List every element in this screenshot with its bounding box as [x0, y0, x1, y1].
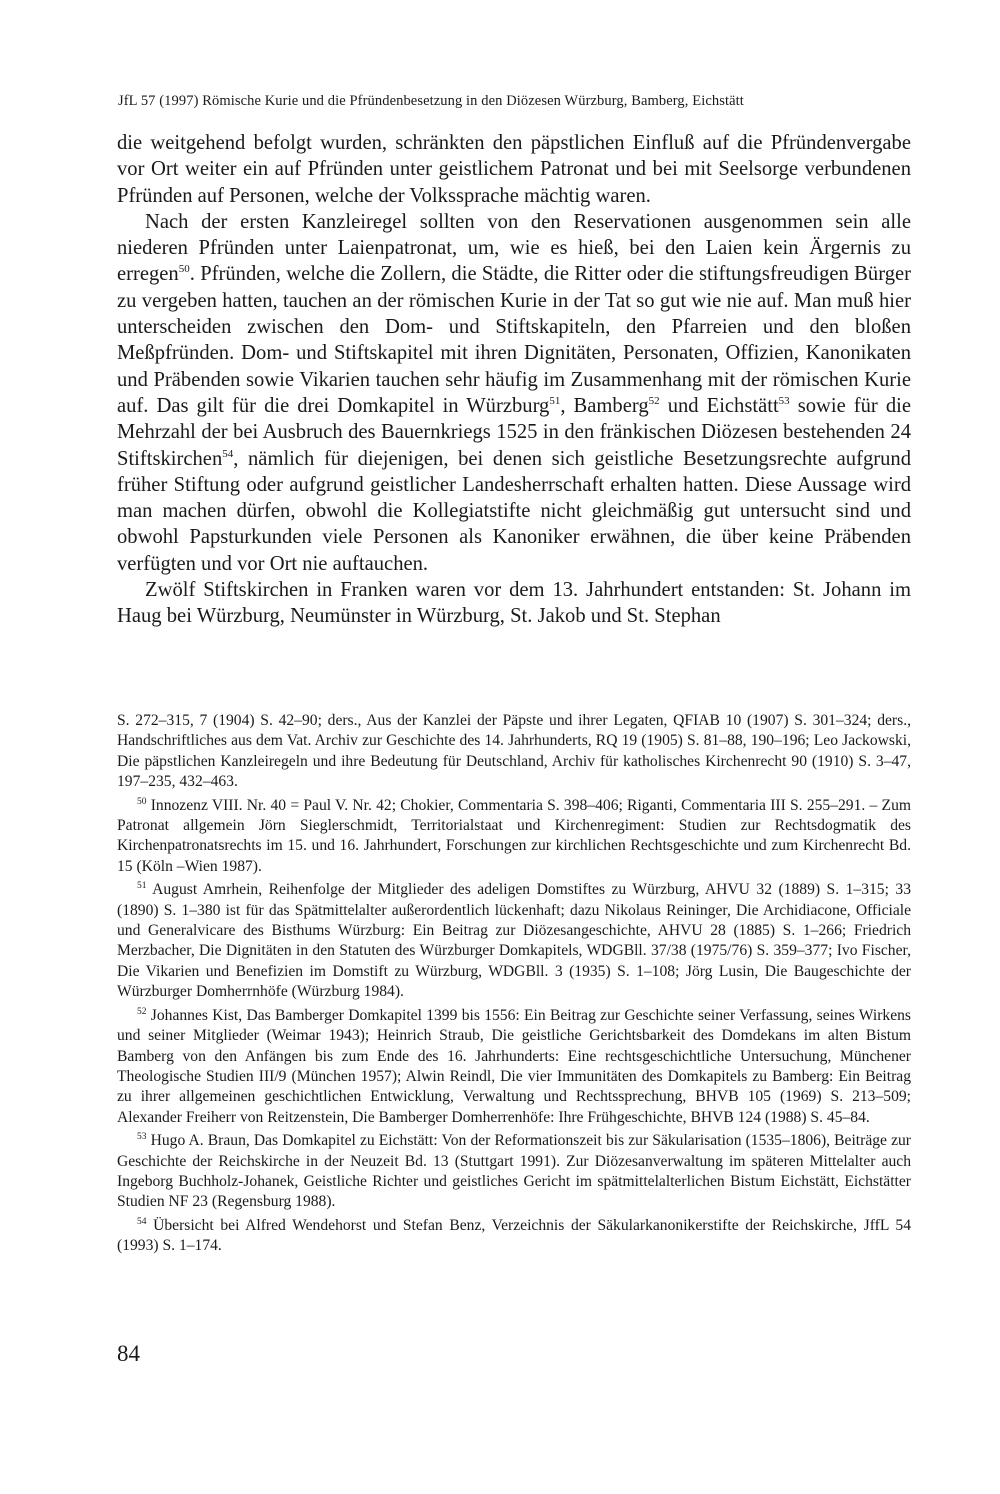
text-run: Nach der ersten Kanzleiregel sollten von den Reservationen ausgenommen sein alle niederen Pfründen unter Laienpatronat, um, wie es hieß, bei den Laien kein Ärgernis zu erregen	[117, 210, 911, 286]
page-number: 84	[117, 1341, 140, 1366]
footnote-number: 51	[137, 881, 147, 892]
text-run: , Bamberg	[560, 394, 649, 417]
footnote-text: Übersicht bei Alfred Wendehorst und Stefan Benz, Verzeichnis der Säkularkanonikerstifte der Reichskirche, JffL 54 (1993) S. 1–174.	[117, 1216, 911, 1255]
paragraph-2	[117, 209, 911, 577]
footnote-text: Hugo A. Braun, Das Domkapitel zu Eichstätt: Von der Reformationszeit bis zur Säkularisation (1535–1806), Beiträge zur Geschichte der Reichskirche in der Neuzeit Bd. 13 (Stuttgart 1991). Zur Diözesanverwaltung im späteren Mittelalter auch Ingeborg Buchholz-Johanek, Geistliche Richter und geistliches Gericht im spätmittelalterlichen Bistum Eichstätt, Eichstätter Studien NF 23 (Regensburg 1988).	[117, 1132, 911, 1211]
footnote-number: 52	[137, 1006, 147, 1017]
footnotes-section	[117, 711, 911, 1260]
paragraph-1: die weitgehend befolgt wurden, schränkten den päpstlichen Einfluß auf die Pfründenvergabe vor Ort weiter ein auf Pfründen unter geistlichem Patronat und bei mit Seelsorge verbundenen Pfründen auf Personen, welche der Volkssprache mächtig waren.	[117, 132, 911, 207]
footnote-ref-52[interactable]: 52	[648, 395, 660, 408]
footnote-52	[117, 1006, 911, 1128]
footnote-54	[117, 1216, 911, 1257]
footnote-continuation: S. 272–315, 7 (1904) S. 42–90; ders., Aus der Kanzlei der Päpste und ihrer Legaten, QFIAB 10 (1907) S. 301–324; ders., Handschriftliches aus dem Vat. Archiv zur Geschichte des 14. Jahrhunderts, RQ 19 (1905) S. 81–88, 190–196; Leo Jackowski, Die päpstlichen Kanzleiregeln und ihre Bedeutung für Deutschland, Archiv für katholisches Kirchenrecht 90 (1910) S. 3–47, 197–235, 432–463.	[117, 712, 911, 791]
footnote-50	[117, 796, 911, 878]
text-run: sowie für die Mehrzahl der bei Ausbruch des Bauernkriegs 1525 in den fränkischen Diözesen bestehenden 24 Stiftskirchen	[117, 394, 911, 470]
footnote-number: 53	[137, 1131, 147, 1142]
footnote-51	[117, 880, 911, 1002]
text-run: , nämlich für diejenigen, bei denen sich geistliche Besetzungsrechte aufgrund früher Stiftung oder aufgrund geistlicher Landesherrschaft erhalten hatten. Diese Aussage wird man machen dürfen, obwohl die Kollegiatstifte nicht gleichmäßig gut untersucht sind und obwohl Papsturkunden viele Personen als Kanoniker erwähnen, die über keine Präbenden verfügten und vor Ort nie auftauchen.	[117, 447, 911, 575]
paragraph-3: Zwölf Stiftskirchen in Franken waren vor dem 13. Jahrhundert entstanden: St. Johann im Haug bei Würzburg, Neumünster in Würzburg, St. Jakob und St. Stephan	[117, 579, 911, 628]
footnote-number: 54	[137, 1216, 147, 1227]
running-head: JfL 57 (1997) Römische Kurie und die Pfründenbesetzung in den Diözesen Würzburg, Bamberg, Eichstätt	[118, 93, 744, 109]
footnote-text: Johannes Kist, Das Bamberger Domkapitel 1399 bis 1556: Ein Beitrag zur Geschichte seiner Verfassung, seines Wirkens und seiner Mitglieder (Weimar 1943); Heinrich Straub, Die geistliche Gerichtsbarkeit des Domdekans im alten Bistum Bamberg von den Anfängen bis zum Ende des 16. Jahrhunderts: Eine rechtsgeschichtliche Untersuchung, Münchener Theologische Studien III/9 (München 1957); Alwin Reindl, Die vier Immunitäten des Domkapitels zu Bamberg: Ein Beitrag zu ihrer allgemeinen geschichtlichen Entwicklung, Verwaltung und Rechtssprechung, BHVB 105 (1969) S. 213–509; Alexander Freiherr von Reitzenstein, Die Bamberger Domherrenhöfe: Ihre Frühgeschichte, BHVB 124 (1988) S. 45–84.	[117, 1006, 911, 1126]
footnote-53	[117, 1131, 911, 1213]
footnote-ref-53[interactable]: 53	[778, 395, 790, 408]
text-run: und Eichstätt	[659, 394, 779, 417]
footnote-ref-54[interactable]: 54	[222, 447, 234, 460]
footnote-text: Innozenz VIII. Nr. 40 = Paul V. Nr. 42; Chokier, Commentaria S. 398–406; Riganti, Commentaria III S. 255–291. – Zum Patronat allgemein Jörn Sieglerschmidt, Territorialstaat und Kirchenregiment: Studien zur Rechtsdogmatik des Kirchenpatronatsrechts im 15. und 16. Jahrhundert, Forschungen zur kirchlichen Rechtsgeschichte und zum Kirchenrecht Bd. 15 (Köln –Wien 1987).	[117, 796, 911, 875]
text-run: . Pfründen, welche die Zollern, die Städte, die Ritter oder die stiftungsfreudigen Bürger zu vergeben hatten, tauchen an der römischen Kurie in der Tat so gut wie nie auf. Man muß hier unterscheiden zwischen den Dom- und Stiftskapiteln, den Pfarreien und den bloßen Meßpfründen. Dom- und Stiftskapitel mit ihren Dignitäten, Personaten, Offizien, Kanonikaten und Präbenden sowie Vikarien tauchen sehr häufig im Zusammenhang mit der römischen Kurie auf. Das gilt für die drei Domkapitel in Würzburg	[117, 263, 911, 417]
main-text	[117, 130, 911, 630]
footnote-number: 50	[137, 796, 147, 807]
footnote-text: August Amrhein, Reihenfolge der Mitglieder des adeligen Domstiftes zu Würzburg, AHVU 32 (1889) S. 1–315; 33 (1890) S. 1–380 ist für das Spätmittelalter außerordentlich lückenhaft; dazu Nikolaus Reininger, Die Archidiacone, Officiale und Generalvicare des Bisthums Würzburg: Ein Beitrag zur Diözesangeschichte, AHVU 28 (1885) S. 1–266; Friedrich Merzbacher, Die Dignitäten in den Statuten des Würzburger Domkapitels, WDGBll. 37/38 (1975/76) S. 359–377; Ivo Fischer, Die Vikarien und Benefizien im Domstift zu Würzburg, WDGBll. 3 (1935) S. 1–108; Jörg Lusin, Die Baugeschichte der Würzburger Domherrnhöfe (Würzburg 1984).	[117, 881, 911, 1001]
footnote-ref-51[interactable]: 51	[549, 395, 561, 408]
footnote-ref-50[interactable]: 50	[178, 263, 190, 276]
